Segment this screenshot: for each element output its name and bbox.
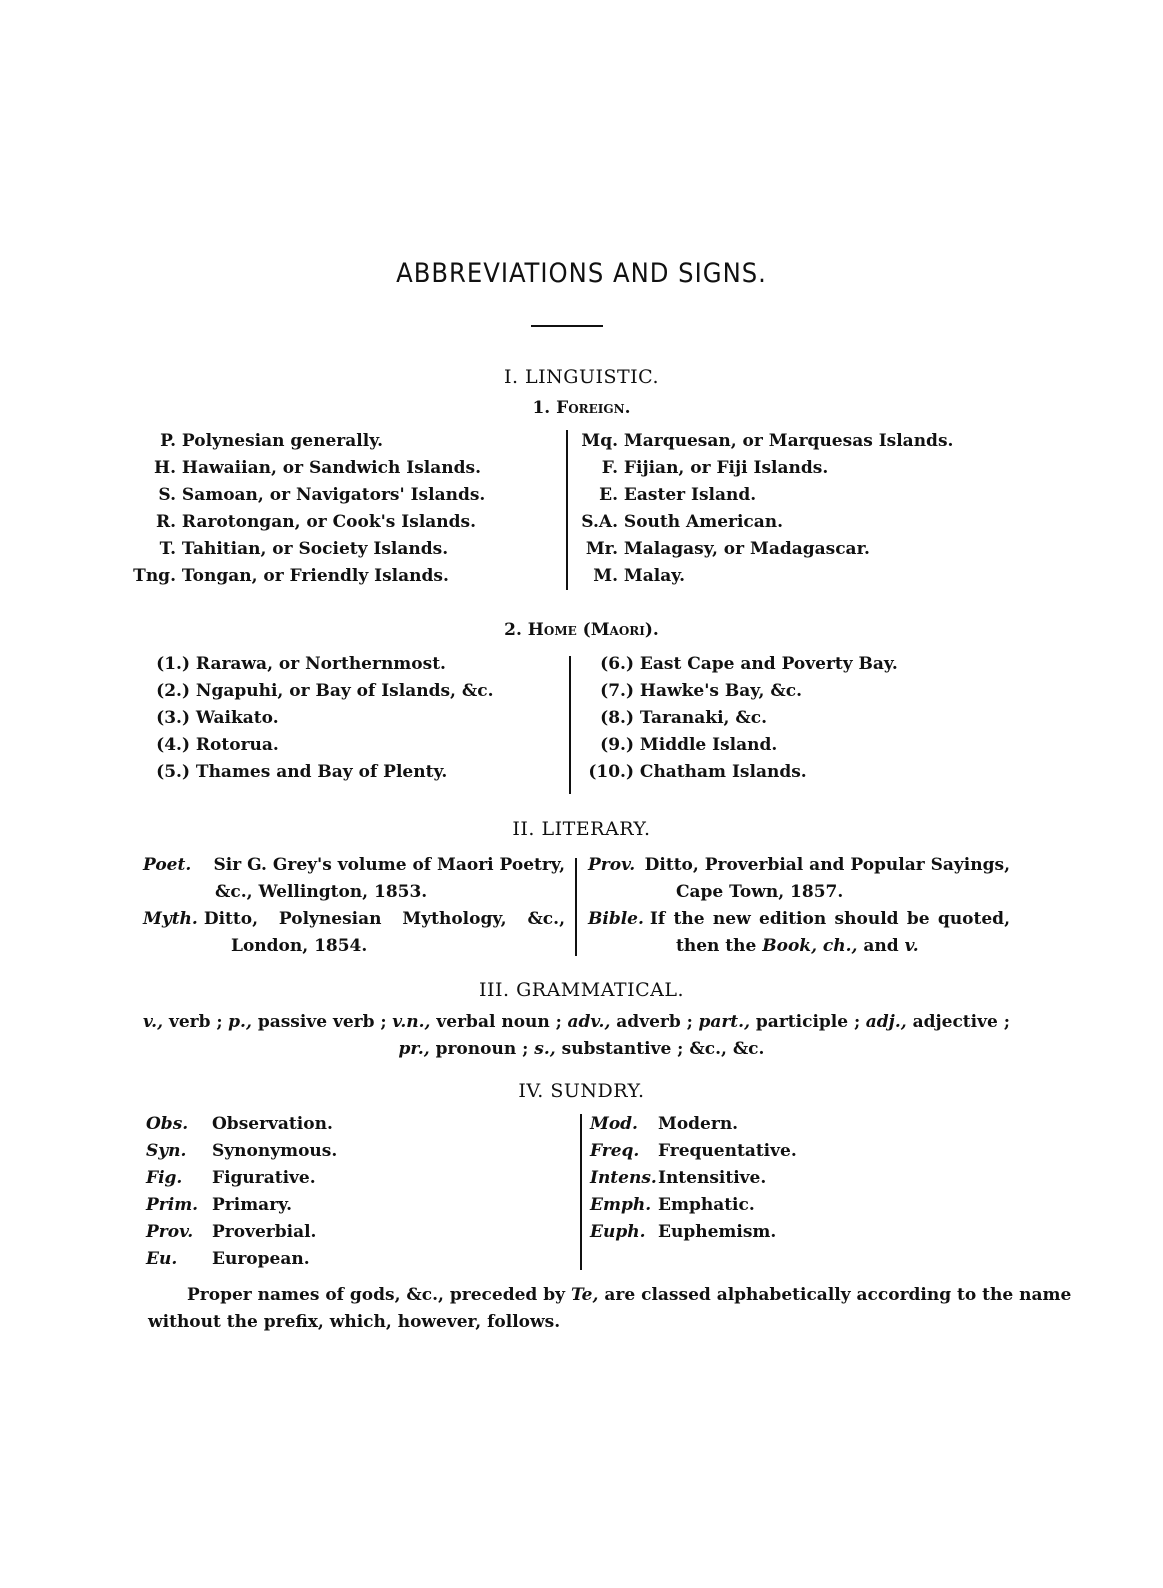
title-rule bbox=[531, 325, 603, 327]
list-item: Fig. Figurative. bbox=[146, 1168, 316, 1188]
list-item: Tng. Tongan, or Friendly Islands. bbox=[133, 566, 449, 586]
list-item: Mq. Marquesan, or Marquesas Islands. bbox=[581, 431, 954, 451]
foreign-left-list bbox=[130, 428, 485, 590]
abbr-myth: Myth. bbox=[143, 909, 198, 929]
abbr-prov: Prov. bbox=[588, 855, 636, 875]
list-item: S. Samoan, or Navigators' Islands. bbox=[158, 485, 486, 505]
list-item: R. Rarotongan, or Cook's Islands. bbox=[155, 512, 477, 532]
literary-bible: Bible. If the new edition should be quoted, then the Book, ch., and v. bbox=[588, 906, 1010, 960]
list-item: (3.) Waikato. bbox=[156, 708, 279, 728]
list-item: E. Easter Island. bbox=[599, 485, 757, 505]
gram-item: pr., pronoun ; bbox=[398, 1039, 529, 1059]
list-item: Intens.Intensitive. bbox=[590, 1168, 767, 1188]
literary-poet: Poet. Sir G. Grey's volume of Maori Poetry, &c., Wellington, 1853. bbox=[143, 852, 565, 906]
column-divider bbox=[575, 858, 577, 956]
page-title: ABBREVIATIONS AND SIGNS. bbox=[396, 258, 767, 289]
list-item: Prim. Primary. bbox=[146, 1195, 293, 1215]
list-item: Obs. Observation. bbox=[146, 1114, 333, 1134]
list-item: T. Tahitian, or Society Islands. bbox=[159, 539, 449, 559]
literary-myth: Myth. Ditto, Polynesian Mythology, &c., London, 1854. bbox=[143, 906, 565, 960]
linguistic-heading: I. LINGUISTIC. bbox=[503, 366, 660, 388]
list-item: Freq. Frequentative. bbox=[590, 1141, 797, 1161]
list-item: (2.) Ngapuhi, or Bay of Islands, &c. bbox=[156, 681, 494, 701]
grammatical-line-1 bbox=[143, 1009, 1010, 1036]
gram-item: adj., adjective ; bbox=[865, 1012, 1010, 1032]
grammatical-line-2 bbox=[0, 1036, 1163, 1063]
list-item: (1.) Rarawa, or Northernmost. bbox=[156, 654, 446, 674]
list-item: (8.) Taranaki, &c. bbox=[600, 708, 767, 728]
list-item: (9.) Middle Island. bbox=[600, 735, 778, 755]
list-item: H. Hawaiian, or Sandwich Islands. bbox=[154, 458, 481, 478]
abbr-poet: Poet. bbox=[143, 855, 192, 875]
grammatical-heading: III. GRAMMATICAL. bbox=[479, 979, 684, 1001]
list-item: Mr. Malagasy, or Madagascar. bbox=[585, 539, 870, 559]
list-item: Emph. Emphatic. bbox=[590, 1195, 755, 1215]
gram-item: s., substantive ; &c., &c. bbox=[534, 1039, 765, 1059]
column-divider bbox=[580, 1114, 582, 1270]
list-item: (10.) Chatham Islands. bbox=[588, 762, 807, 782]
literary-heading: II. LITERARY. bbox=[512, 818, 651, 840]
list-item: F. Fijian, or Fiji Islands. bbox=[601, 458, 829, 478]
list-item: Mod. Modern. bbox=[590, 1114, 739, 1134]
list-item: Syn. Synonymous. bbox=[146, 1141, 338, 1161]
column-divider bbox=[566, 430, 568, 590]
home-right-list bbox=[588, 651, 898, 786]
gram-item: part., participle ; bbox=[698, 1012, 861, 1032]
column-divider bbox=[569, 656, 571, 794]
list-item: (6.) East Cape and Poverty Bay. bbox=[600, 654, 898, 674]
list-item: (7.) Hawke's Bay, &c. bbox=[600, 681, 803, 701]
list-item: Euph. Euphemism. bbox=[590, 1222, 777, 1242]
home-left-list bbox=[150, 651, 494, 786]
list-item: M. Malay. bbox=[593, 566, 686, 586]
gram-item: p., passive verb ; bbox=[228, 1012, 387, 1032]
foreign-right-list bbox=[572, 428, 953, 590]
list-item: (4.) Rotorua. bbox=[156, 735, 279, 755]
gram-item: adv., adverb ; bbox=[567, 1012, 693, 1032]
list-item: P. Polynesian generally. bbox=[160, 431, 384, 451]
home-heading: 2. Home (Maori). bbox=[504, 620, 659, 640]
literary-prov: Prov. Ditto, Proverbial and Popular Sayings, Cape Town, 1857. bbox=[588, 852, 1010, 906]
list-item: Prov. Proverbial. bbox=[146, 1222, 317, 1242]
list-item: (5.) Thames and Bay of Plenty. bbox=[156, 762, 448, 782]
list-item: S.A. South American. bbox=[581, 512, 784, 532]
list-item: Eu. European. bbox=[146, 1249, 310, 1269]
sundry-left-list bbox=[146, 1111, 337, 1273]
foreign-heading: 1. Foreign. bbox=[532, 398, 631, 418]
gram-item: v.n., verbal noun ; bbox=[392, 1012, 562, 1032]
sundry-right-list bbox=[590, 1111, 797, 1246]
gram-item: v., verb ; bbox=[143, 1012, 223, 1032]
footnote: Proper names of gods, &c., preceded by Te, are classed alphabetically according to the name without the prefix, which, however, follows. bbox=[148, 1285, 1072, 1332]
abbr-bible: Bible. bbox=[588, 909, 644, 929]
sundry-heading: IV. SUNDRY. bbox=[518, 1080, 645, 1102]
